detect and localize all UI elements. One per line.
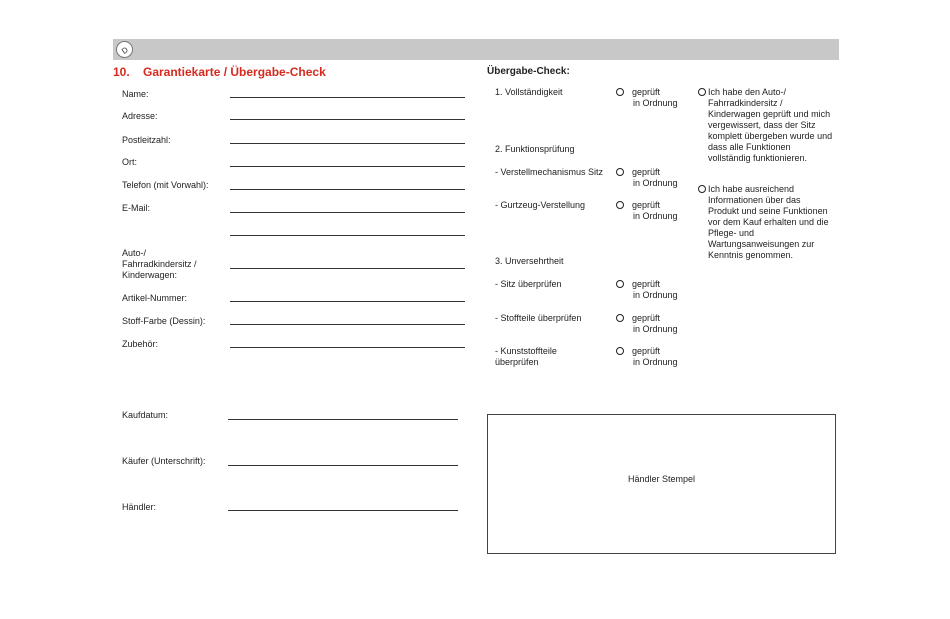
- ok-label: geprüft in Ordnung: [632, 167, 678, 188]
- dealer-line[interactable]: [228, 510, 458, 511]
- field-label-product: Auto-/ Fahrradkindersitz / Kinderwagen:: [122, 248, 197, 280]
- language-badge: D: [116, 41, 133, 58]
- city-line[interactable]: [230, 166, 465, 167]
- checkbox-declaration-2[interactable]: [698, 185, 706, 193]
- dealer-stamp-label: Händler Stempel: [627, 474, 696, 484]
- field-label-article-number: Artikel-Nummer:: [122, 293, 188, 303]
- checkbox-harness[interactable]: [616, 201, 624, 209]
- postcode-line[interactable]: [230, 143, 465, 144]
- declaration-2: Ich habe ausreichend Informationen über das Produkt und seine Funktionen vor dem Kauf erhalten und die Pflege- und Wartungsanweisungen zur Kenntnis genommen.: [708, 184, 829, 260]
- field-label-email: E-Mail:: [122, 203, 151, 213]
- ok-label: geprüft in Ordnung: [632, 313, 678, 334]
- field-label-phone: Telefon (mit Vorwahl):: [122, 180, 209, 190]
- accessories-line[interactable]: [230, 347, 465, 348]
- field-label-purchase-date: Kaufdatum:: [122, 410, 169, 420]
- check-item-adjustment: - Verstellmechanismus Sitz: [495, 167, 604, 177]
- check-item-completeness: 1. Vollständigkeit: [495, 87, 563, 97]
- field-label-postcode: Postleitzahl:: [122, 135, 171, 145]
- field-label-city: Ort:: [122, 157, 137, 167]
- check-item-function: 2. Funktionsprüfung: [495, 144, 575, 154]
- email-line-2[interactable]: [230, 235, 465, 236]
- ok-label: geprüft in Ordnung: [632, 346, 678, 367]
- phone-line[interactable]: [230, 189, 465, 190]
- checkbox-completeness[interactable]: [616, 88, 624, 96]
- dealer-stamp-box: [487, 414, 836, 554]
- check-item-integrity: 3. Unversehrtheit: [495, 256, 564, 266]
- product-line[interactable]: [230, 268, 465, 269]
- field-label-buyer-signature: Käufer (Unterschrift):: [122, 456, 206, 466]
- ok-label: geprüft in Ordnung: [632, 279, 678, 300]
- declaration-1: Ich habe den Auto-/ Fahrradkindersitz / Kinderwagen geprüft und mich vergewissert, dass der Sitz komplett übergeben wurde und dass alle Funktionen vollständig funktionieren.: [708, 87, 833, 163]
- field-label-address: Adresse:: [122, 111, 158, 121]
- check-item-seat: - Sitz überprüfen: [495, 279, 562, 289]
- ok-label: geprüft in Ordnung: [632, 87, 678, 108]
- email-line[interactable]: [230, 212, 465, 213]
- fabric-color-line[interactable]: [230, 324, 465, 325]
- field-label-fabric-color: Stoff-Farbe (Dessin):: [122, 316, 206, 326]
- section-number: 10.: [113, 65, 130, 79]
- checkbox-declaration-1[interactable]: [698, 88, 706, 96]
- section-title: [113, 65, 326, 79]
- article-number-line[interactable]: [230, 301, 465, 302]
- check-item-fabric: - Stoffteile überprüfen: [495, 313, 582, 323]
- header-bar: [113, 39, 839, 60]
- checkbox-adjustment[interactable]: [616, 168, 624, 176]
- field-label-name: Name:: [122, 89, 149, 99]
- field-label-dealer: Händler:: [122, 502, 157, 512]
- name-line[interactable]: [230, 97, 465, 98]
- address-line[interactable]: [230, 119, 465, 120]
- buyer-signature-line[interactable]: [228, 465, 458, 466]
- check-item-plastic: - Kunststoffteile überprüfen: [495, 346, 557, 367]
- purchase-date-line[interactable]: [228, 419, 458, 420]
- checkbox-seat[interactable]: [616, 280, 624, 288]
- field-label-accessories: Zubehör:: [122, 339, 159, 349]
- checkbox-fabric[interactable]: [616, 314, 624, 322]
- section-title-text: Garantiekarte / Übergabe-Check: [143, 65, 326, 79]
- ok-label: geprüft in Ordnung: [632, 200, 678, 221]
- check-item-harness: - Gurtzeug-Verstellung: [495, 200, 586, 210]
- check-title: Übergabe-Check:: [487, 66, 570, 77]
- checkbox-plastic[interactable]: [616, 347, 624, 355]
